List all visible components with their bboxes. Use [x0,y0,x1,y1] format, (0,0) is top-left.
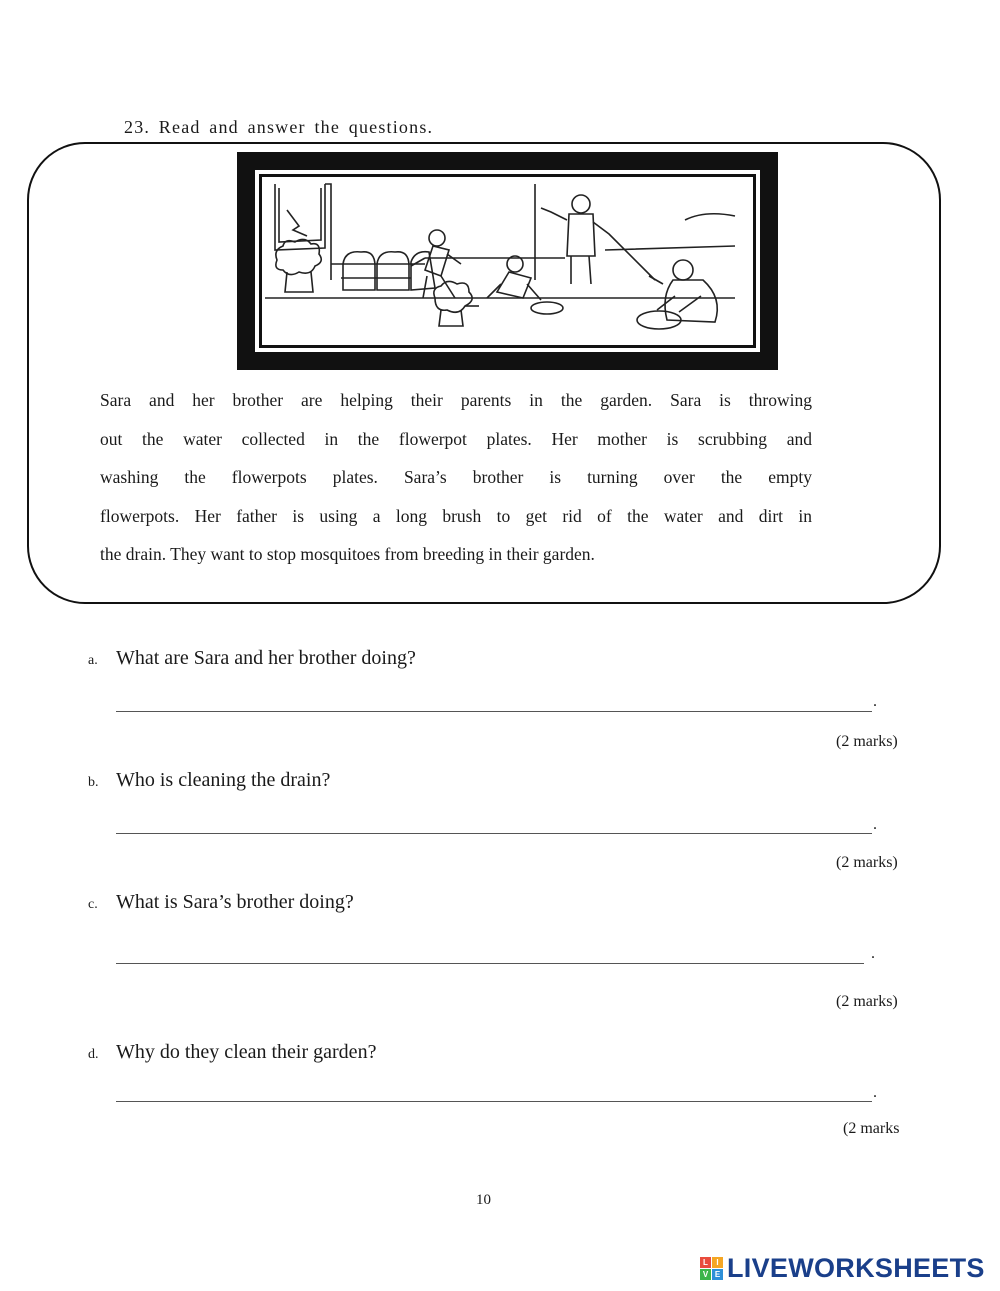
logo-tile: E [712,1269,723,1280]
question-b-text: Who is cleaning the drain? [116,769,331,791]
question-d-text: Why do they clean their garden? [116,1041,377,1063]
question-c-end: . [871,945,875,962]
passage-line-4: flowerpots. Her father is using a long brush to get rid of the water and dirt in [100,506,812,526]
logo-text: LIVEWORKSHEETS [727,1252,985,1283]
question-d-letter: d. [88,1047,99,1062]
passage-line-5: the drain. They want to stop mosquitoes from breeding in their garden. [100,544,595,564]
question-b-letter: b. [88,775,99,790]
question-b-marks: (2 marks) [836,854,898,871]
passage-line-2: out the water collected in the flowerpot plates. Her mother is scrubbing and [100,429,812,449]
question-a-letter: a. [88,653,98,668]
page-number: 10 [476,1192,491,1208]
illustration [255,170,760,352]
question-a-text: What are Sara and her brother doing? [116,647,416,669]
question-c-text: What is Sara’s brother doing? [116,891,354,913]
question-a-end: . [873,693,877,710]
exercise-instruction: 23. Read and answer the questions. [124,117,434,137]
logo-tile: L [700,1257,711,1268]
family-cleaning-garden-illustration [265,180,745,340]
logo-tile: V [700,1269,711,1280]
question-d-answer-line[interactable] [116,1101,872,1102]
illustration-frame [237,152,778,370]
question-c-marks: (2 marks) [836,993,898,1010]
passage-line-1: Sara and her brother are helping their parents in the garden. Sara is throwing [100,390,812,410]
logo-tiles-icon [700,1257,723,1280]
question-a-answer-line[interactable] [116,711,872,712]
question-c-letter: c. [88,897,98,912]
logo-tile: I [712,1257,723,1268]
question-b-answer-line[interactable] [116,833,872,834]
question-d-end: . [873,1084,877,1101]
passage-line-3: washing the flowerpots plates. Sara’s brother is turning over the empty [100,467,812,487]
question-b-end: . [873,816,877,833]
question-d-marks: (2 marks [843,1120,900,1137]
liveworksheets-logo [700,1252,985,1284]
question-a-marks: (2 marks) [836,733,898,750]
question-c-answer-line[interactable] [116,963,864,964]
